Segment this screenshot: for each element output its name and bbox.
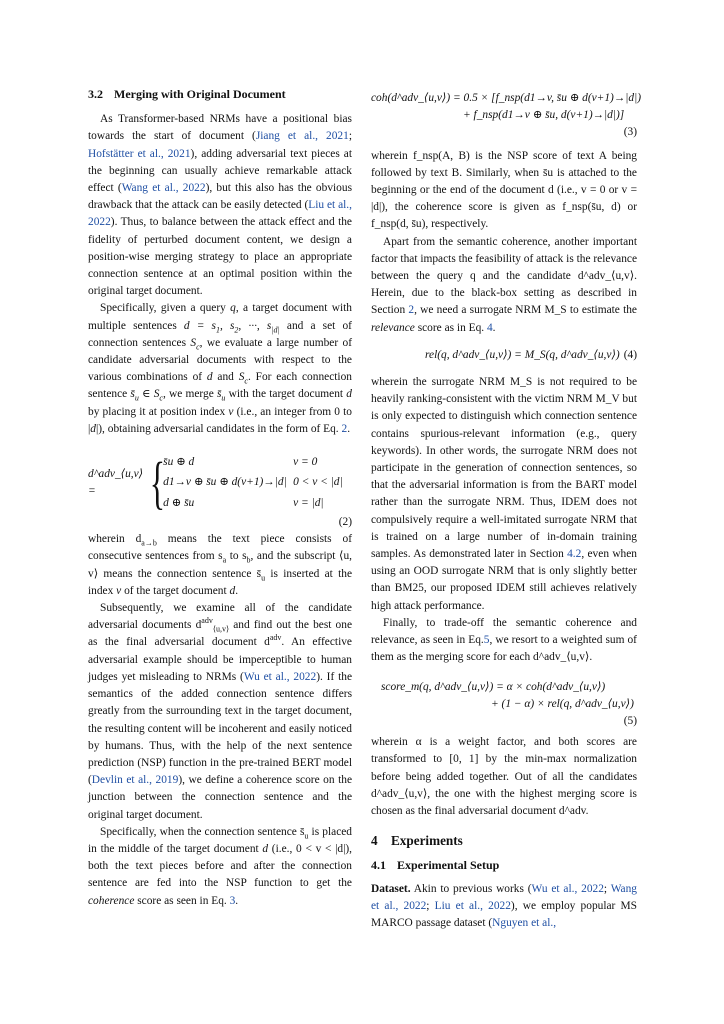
citation-liu-2[interactable]: Liu et al., 2022: [434, 899, 511, 912]
citation-nguyen[interactable]: Nguyen et al.,: [492, 916, 557, 929]
eq3-line2: + f_nsp(d1→v ⊕ s̄u, d(v+1)→|d|)]: [463, 109, 625, 122]
citation-wang[interactable]: Wang et al., 2022: [121, 182, 206, 195]
section-heading-experiments: [371, 832, 637, 849]
eq5-number: (5): [623, 714, 637, 727]
paragraph-nsp: Specifically, when the connection sentence $s̄_u$ is placed in the middle of the target document d (i.e., 0 < v < |d|), both the text pieces before and after the connection sentence are fed into the NSP function to get the coherence score as seen in Eq. 3.: [88, 825, 353, 907]
subsub-title: Experimental Setup: [397, 858, 500, 873]
equation-4: [371, 347, 637, 364]
equation-5: [371, 679, 637, 731]
eq5-ref[interactable]: 5: [483, 634, 490, 647]
eq2-case2-cond: 0 < v < |d|: [293, 476, 343, 489]
eq2-case2-expr: d1→v ⊕ s̄u ⊕ d(v+1)→|d|: [163, 476, 287, 489]
citation-wu[interactable]: Wu et al., 2022: [243, 670, 317, 683]
subsub-number: 4.1: [371, 858, 386, 873]
equation-3: [371, 90, 641, 142]
right-column: [371, 86, 641, 932]
eq3-line1: coh(d^adv_⟨u,v⟩) = 0.5 × [f_nsp(d1→v, s̄u ⊕ d(v+1)→|d|): [371, 92, 641, 104]
eq2-ref[interactable]: 2: [341, 422, 348, 435]
eq2-brace: {: [149, 450, 166, 516]
paragraph-alpha: wherein α is a weight factor, and both scores are transformed to [0, 1] by the min-max normalization before being added together. Out of all the candidates d^adv_⟨u,v⟩, the one with the highest merging score is chosen as the final adversarial document d^adv.: [371, 736, 637, 817]
section2-ref[interactable]: 2: [408, 304, 415, 317]
subsection-number: 3.2: [88, 87, 103, 101]
eq2-case3-expr: d ⊕ s̄u: [163, 496, 195, 509]
eq2-number: (2): [338, 516, 352, 529]
eq5-line2: + (1 − α) × rel(q, d^adv_⟨u,v⟩): [491, 697, 634, 710]
paragraph-finally: Finally, to trade-off the semantic coherence and relevance, as seen in Eq.5, we resort to a weighted sum of them as the merging score for each d^adv_⟨u,v⟩.: [371, 616, 637, 664]
citation-wang-2[interactable]: Wang et al., 2022: [371, 882, 637, 912]
citation-liu[interactable]: Liu et al., 2022: [88, 199, 352, 229]
eq2-case1-cond: v = 0: [293, 456, 318, 469]
eq4-expr: rel(q, d^adv_⟨u,v⟩) = M_S(q, d^adv_⟨u,v⟩): [425, 348, 620, 361]
eq5-line1: score_m(q, d^adv_⟨u,v⟩) = α × coh(d^adv_⟨u,v⟩): [381, 680, 606, 693]
paragraph-wherein-fnsp: wherein f_nsp(A, B) is the NSP score of text A being followed by text B. Similarly, when s̄u is attached to the beginning or the end of the document d (i.e., v = 0 or v = |d|), the coherence score is given as f_nsp(s̄u, d) or f_nsp(d, s̄u), respectively.: [371, 149, 637, 231]
eq2-case3-cond: v = |d|: [293, 496, 324, 509]
section-number: 4: [371, 833, 378, 849]
subsubsection-heading: [371, 857, 637, 874]
section42-ref[interactable]: 4.2: [567, 548, 582, 561]
paragraph-subsequently: Subsequently, we examine all of the candidate adversarial documents $d^{adv}_{⟨u,v⟩}$ and find out the best one as the final adversarial document $d^{adv}$. An effective adversarial example should be imperceptible to human judges yet misleading to NRMs (Wu et al., 2022). If the semantics of the added connection sentence differs greatly from the surrounding text in the target document, the resulting content will be incoherent and easily noticed by humans. Thus, with the help of the next sentence prediction (NSP) function in the pre-trained BERT model (Devlin et al., 2019), we define a coherence score on the junction between the connection sentence and the original target document.: [88, 602, 353, 821]
paragraph-specifically: Specifically, given a query q, a target document with multiple sentences $d = s_1$, $s_2$, ···, $s_{|d|}$ and a set of connection sentences $S_c$, we evaluate a large number of candidate adversarial documents with respect to the various combinations of d and $S_c$. For each connection sentence $s̄_u$ ∈ $S_c$, we merge $s̄_u$ with the target document d by placing it at position index v (i.e., an integer from 0 to |d|), obtaining adversarial candidates in the form of Eq. 2.: [88, 302, 352, 435]
paragraph-positional-bias: As Transformer-based NRMs have a positional bias towards the start of document (Jiang et al., 2021; Hofstätter et al., 2021), adding adversarial text pieces at the beginning can usually achieve remarkable attack effect (Wang et al., 2022), but this also has the obvious drawback that the attack can be easily detected (Liu et al., 2022). Thus, to balance between the attack effect and the fidelity of perturbed document content, we design a position-wise merging strategy to place an appropriate connection sentence at an optimal position within the original target document.: [88, 113, 352, 298]
left-column: [88, 86, 352, 910]
paragraph-dataset: Dataset. Akin to previous works (Wu et al., 2022; Wang et al., 2022; Liu et al., 2022), we employ popular MS MARCO passage dataset (Nguyen et al.,: [371, 882, 637, 929]
eq4-ref[interactable]: 4: [486, 321, 493, 334]
citation-wu-2[interactable]: Wu et al., 2022: [531, 882, 604, 895]
paragraph-surrogate: wherein the surrogate NRM M_S is not required to be heavily ranking-consistent with the victim NRM M_V but is only expected to distinguish which connection sentence contains spurious-relevant information (e.g., query keywords). In other words, the surrogate NRM does not participate in the generation of connection sentences, so that the adversarial information is from the BART model rather than the surrogate NRM. Thus, IDEM does not compulsively require a well-imitated surrogate NRM that is trained on a large number of in-domain training samples. As demonstrated later in Section 4.2, even when using an OOD surrogate NRM that is only slightly better than BM25, our proposed IDEM still achieves relatively high attack performance.: [371, 376, 637, 612]
eq2-lhs: d^adv_⟨u,v⟩ =: [88, 467, 144, 498]
equation-2: [88, 450, 352, 516]
citation-jiang[interactable]: Jiang et al., 2021: [255, 130, 349, 143]
citation-devlin[interactable]: Devlin et al., 2019: [91, 774, 179, 787]
eq3-ref[interactable]: 3: [229, 894, 236, 907]
subsection-title: Merging with Original Document: [114, 87, 286, 101]
eq4-number: (4): [623, 348, 637, 361]
citation-hofstatter[interactable]: Hofstätter et al., 2021: [88, 147, 191, 160]
eq2-case1-expr: s̄u ⊕ d: [163, 456, 195, 469]
section-title: Experiments: [391, 833, 463, 849]
eq3-number: (3): [623, 126, 637, 139]
paragraph-relevance: Apart from the semantic coherence, another important factor that impacts the feasibility of attack is the relevance between the query q and the candidate d^adv_⟨u,v⟩. Herein, due to the black-box setting as described in Section 2, we need a surrogate NRM M_S to estimate the relevance score as in Eq. 4.: [371, 235, 637, 334]
subsection-heading: [88, 86, 352, 103]
paragraph-wherein-d: wherein $d_{a\to b}$ means the text piece consists of consecutive sentences from $s_a$ to $s_b$, and the subscript ⟨u, v⟩ means the connection sentence $s̄_u$ is inserted at the index v of the target document d.: [88, 533, 352, 597]
eq2-cases: [163, 454, 353, 512]
